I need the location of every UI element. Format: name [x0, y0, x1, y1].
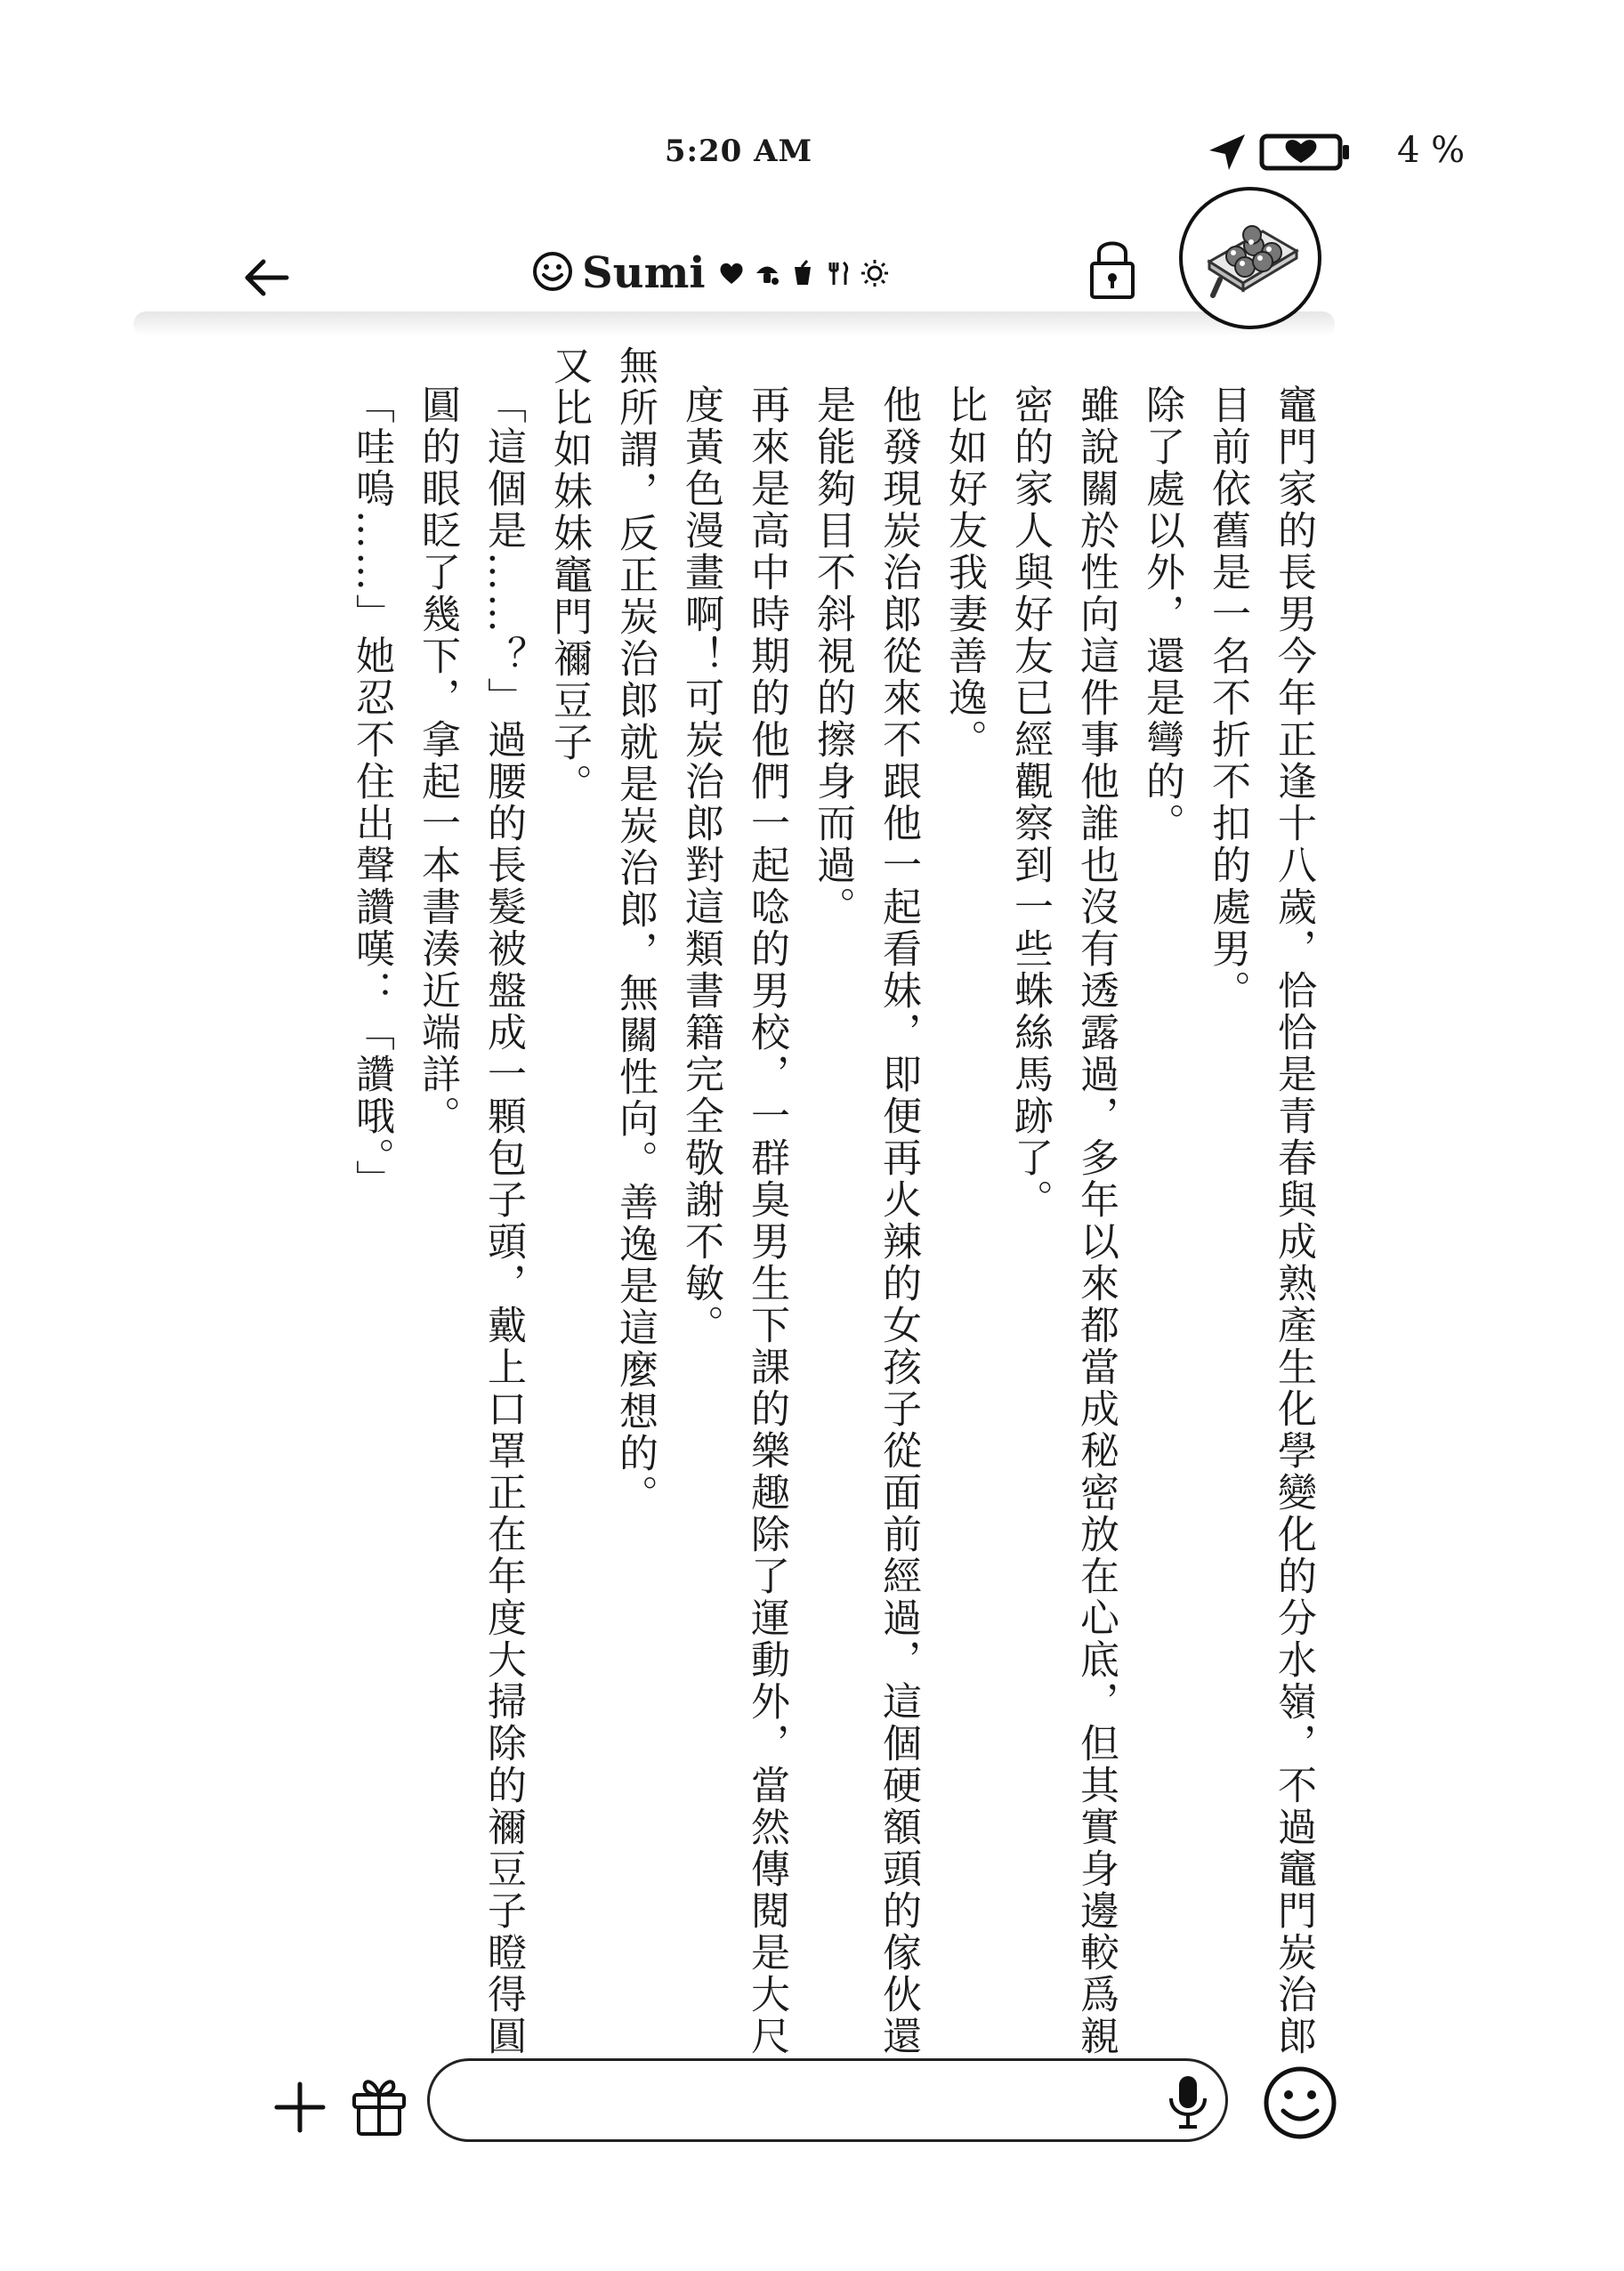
paragraph: 雖說關於性向這件事他誰也沒有透露過，多年以來都當成秘密放在心底，但其實身邊較爲親密的家人與好友已經觀察到一些蛛絲馬跡了。	[1007, 384, 1119, 2057]
fork-knife-icon	[825, 260, 852, 287]
back-arrow-icon	[240, 251, 294, 304]
sun-icon	[860, 259, 889, 287]
heart-battery-icon	[1259, 131, 1352, 177]
heart-icon	[718, 260, 745, 287]
drink-icon	[789, 260, 816, 287]
smiley-icon	[1262, 2065, 1338, 2141]
smile-face-icon	[532, 251, 573, 295]
paragraph: 竈門家的長男今年正逢十八歲，恰恰是青春與成熟產生化學變化的分水嶺，不過竈門炭治郎目前依舊是一名不折不扣的處男。	[1205, 384, 1316, 2057]
gift-button[interactable]	[347, 2073, 411, 2138]
avatar[interactable]	[1179, 187, 1321, 329]
status-icons-row	[718, 259, 889, 287]
status-time: 5:20 AM	[664, 133, 813, 169]
message-input[interactable]	[427, 2058, 1228, 2142]
status-icons	[1206, 132, 1352, 176]
contact-title[interactable]	[532, 242, 889, 304]
contact-name: Sumi	[582, 248, 706, 298]
plus-icon	[273, 2081, 327, 2134]
header-divider	[133, 311, 1335, 336]
takoyaki-avatar-icon	[1183, 190, 1318, 326]
battery-percent: 4 %	[1397, 130, 1466, 171]
lock-button[interactable]	[1087, 233, 1137, 303]
mushroom-icon	[754, 260, 780, 287]
back-button[interactable]	[240, 251, 294, 304]
paragraph: 「這個是……？」過腰的長髮被盤成一顆包子頭，戴上口罩正在年度大掃除的禰豆子瞪得圓圓的眼眨了幾下，拿起一本書湊近端詳。	[415, 384, 526, 2057]
voice-input-button[interactable]	[1166, 2073, 1210, 2130]
gift-icon	[347, 2073, 411, 2138]
paragraph: 無所謂，反正炭治郎就是炭治郎，無關性向。善逸是這麼想的。	[612, 345, 658, 1516]
microphone-icon	[1166, 2073, 1210, 2130]
paragraph: 他發現炭治郎從來不跟他一起看妹，即便再火辣的女孩子從面前經過，這個硬額頭的傢伙還是能夠目不斜視的擦身而過。	[810, 384, 921, 2057]
paragraph: 「哇嗚……」她忍不住出聲讚嘆：「讚哦。」	[349, 384, 394, 1201]
paragraph: 比如好友我妻善逸。	[941, 384, 987, 761]
paragraph: 又比如妹妹竈門禰豆子。	[546, 345, 592, 805]
paragraph: 除了處以外，還是彎的。	[1139, 384, 1184, 845]
emoji-button[interactable]	[1262, 2065, 1338, 2141]
add-attachment-button[interactable]	[273, 2081, 327, 2134]
paragraph: 再來是高中時期的他們一起唸的男校，一群臭男生下課的樂趣除了運動外，當然傳閱是大尺度黃色漫畫啊！可炭治郎對這類書籍完全敬謝不敏。	[678, 384, 789, 2057]
location-arrow-icon	[1206, 131, 1248, 177]
chat-message-body	[311, 345, 1326, 2081]
lock-icon	[1087, 233, 1137, 303]
